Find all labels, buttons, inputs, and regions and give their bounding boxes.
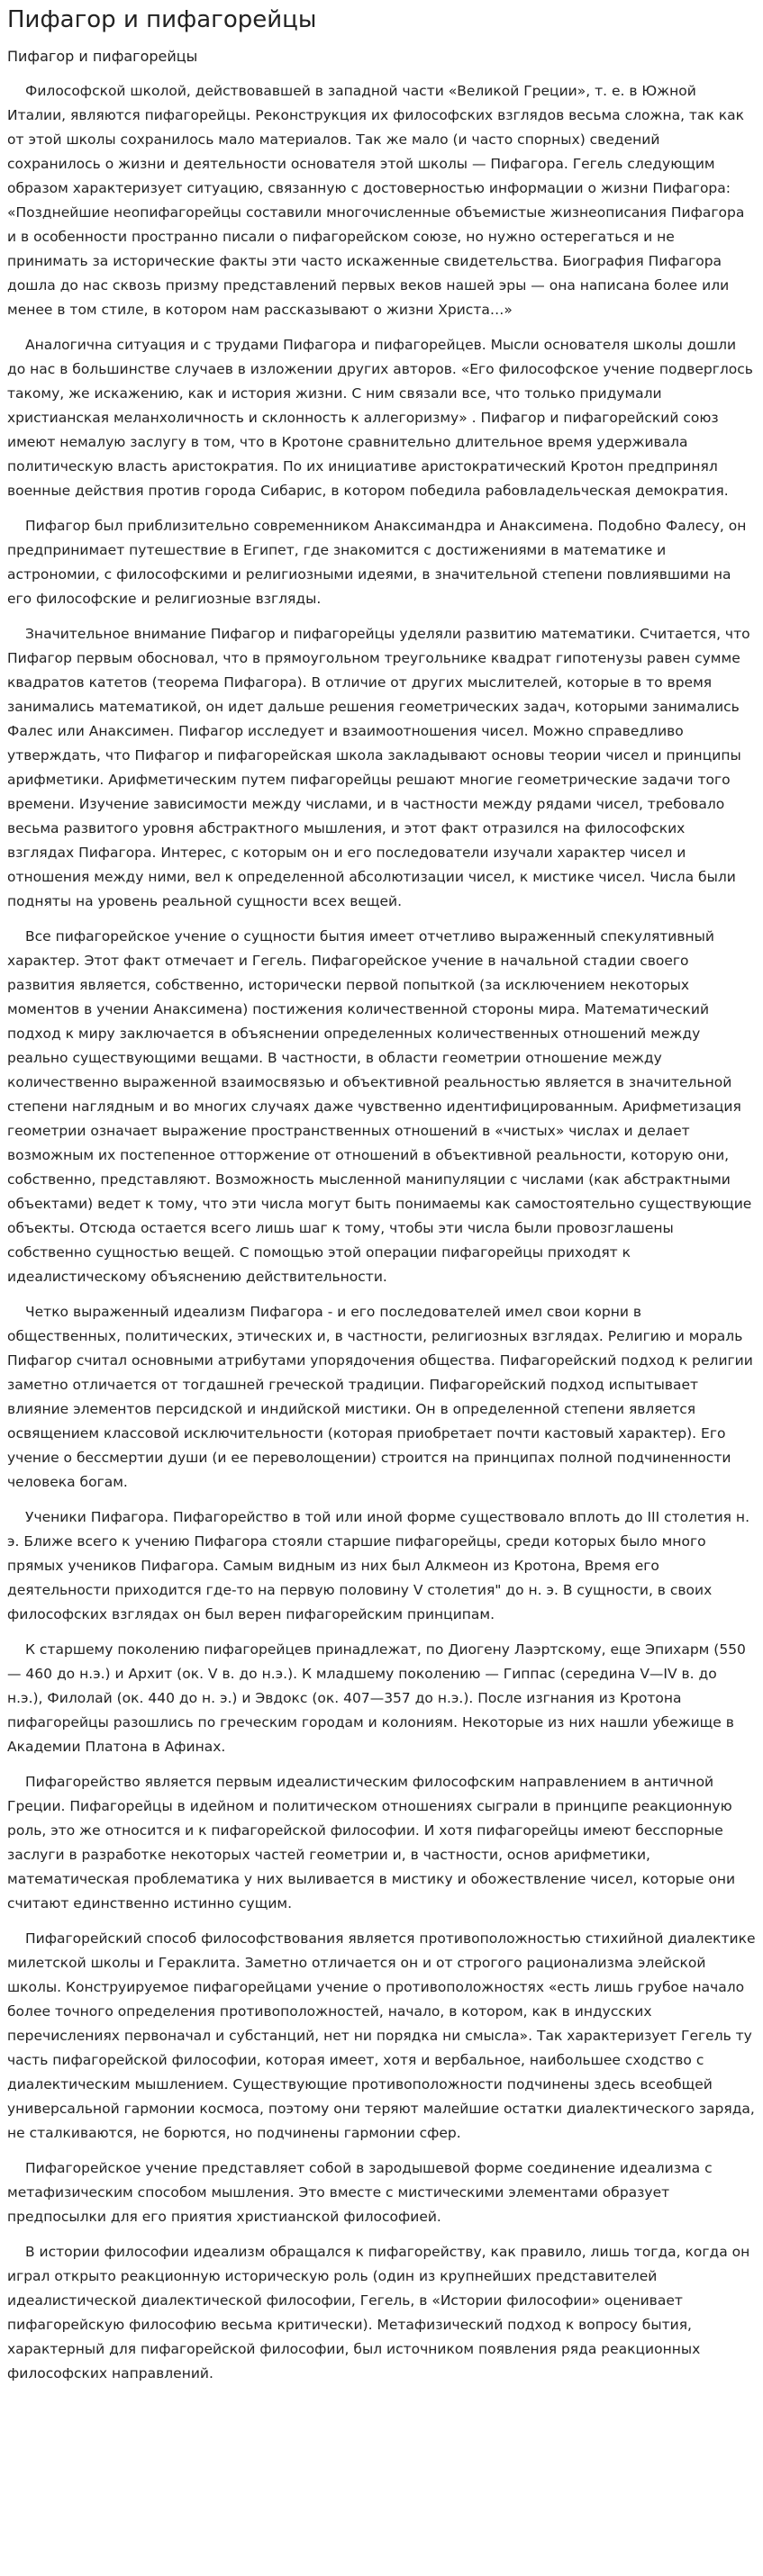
paragraph-8: К старшему поколению пифагорейцев принадлежат, по Диогену Лаэртскому, еще Эпихарм (550— 460 до н.э.) и Архит (ок. V в. до н.э.). К младшему поколению — Гиппас (середина V—IV в. до н.э.), Филолай (ок. 440 до н. э.) и Эвдокс (ок. 407—357 до н.э.). После изгнания из Кротона пифагорейцы разошлись по греческим городам и колониям. Некоторые из них нашли убежище в Академии Платона в Афинах. (7, 1641, 746, 1755)
page-title: Пифагор и пифагорейцы (7, 6, 317, 33)
paragraph-5: Все пифагорейское учение о сущности бытия имеет отчетливо выраженный спекулятивный характер. Этот факт отмечает и Гегель. Пифагорейское учение в начальной стадии своего развития является, собственно, исторически первой попыткой (за исключением некоторых моментов в учении Анаксимена) постижения количественной стороны мира. Математический подход к миру заключается в объяснении определенных количественных отношений между реально существующими вещами. В частности, в области геометрии отношение между количественно выраженной взаимосвязью и объективной реальностью является в значительной степени наглядным и во многих случаях даже чувственно идентифицированным. Арифметизация геометрии означает выражение пространственных отношений в «чистых» числах и делает возможным их постепенное отторжение от отношений в объективной реальности, которую они, собственно, представляют. Возможность мысленной манипуляции с числами (как абстрактными объектами) ведет к тому, что эти числа могут быть понимаемы как самостоятельно существующие объекты. Отсюда остается всего лишь шаг к тому, чтобы эти числа были провозглашены собственно сущностью вещей. С помощью этой операции пифагорейцы приходят к идеалистическому объяснению действительности. (7, 928, 752, 1285)
paragraph-4: Значительное внимание Пифагор и пифагорейцы уделяли развитию математики. Считается, что Пифагор первым обосновал, что в прямоугольном треугольнике квадрат гипотенузы равен сумме квадратов катетов (теорема Пифагора). В отличие от других мыслителей, которые в то время занимались математикой, он идет дальше решения геометрических задач, которыми занимались Фалес или Анаксимен. Пифагор исследует и взаимоотношения чисел. Можно справедливо утверждать, что Пифагор и пифагорейская школа закладывают основы теории чисел и принципы арифметики. Арифметическим путем пифагорейцы решают многие геометрические задачи того времени. Изучение зависимости между числами, и в частности между рядами чисел, требовало весьма развитого уровня абстрактного мышления, и этот факт отразился на философских взглядах Пифагора. Интерес, с которым он и его последователи изучали характер чисел и отношения между ними, вел к определенной абсолютизации чисел, к мистике чисел. Числа были подняты на уровень реальной сущности всех вещей. (7, 626, 750, 909)
paragraph-9: Пифагорейство является первым идеалистическим философским направлением в античной Греции. Пифагорейцы в идейном и политическом отношениях сыграли в принципе реакционную роль, это же относится и к пифагорейской философии. И хотя пифагорейцы имеют бесспорные заслуги в разработке некоторых частей геометрии и, в частности, основ арифметики, математическая проблематика у них выливается в мистику и обожествление чисел, которые они считают единственно истинно сущим. (7, 1774, 736, 1912)
paragraph-11: Пифагорейское учение представляет собой в зародышевой форме соединение идеализма с метафизическим способом мышления. Это вместе с мистическими элементами образует предпосылки для его приятия христианской философией. (7, 2160, 713, 2225)
page-subtitle: Пифагор и пифагорейцы (7, 48, 198, 65)
paragraph-3: Пифагор был приблизительно современником Анаксимандра и Анаксимена. Подобно Фалесу, он предпринимает путешествие в Египет, где знакомится с достижениями в математике и астрономии, с философскими и религиозными идеями, в значительной степени повлиявшими на его философские и религиозные взгляды. (7, 518, 747, 607)
paragraph-10: Пифагорейский способ философствования является противоположностью стихийной диалектике милетской школы и Гераклита. Заметно отличается он и от строгого рационализма элейской школы. Конструируемое пифагорейцами учение о противоположностях «есть лишь грубое начало более точного определения противоположностей, начало, в котором, как в индусских перечислениях первоначал и субстанций, нет ни порядка ни смысла». Так характеризует Гегель ту часть пифагорейской философии, которая имеет, хотя и вербальное, наибольшее сходство с диалектическим мышлением. Существующие противоположности подчинены здесь всеобщей универсальной гармонии космоса, поэтому они теряют малейшие остатки диалектического заряда, не сталкиваются, не борются, но подчинены гармонии сфер. (7, 1930, 756, 2141)
paragraph-12: В истории философии идеализм обращался к пифагорейству, как правило, лишь тогда, когда он играл открыто реакционную историческую роль (один из крупнейших представителей идеалистической диалектической философии, Гегель, в «Истории философии» оценивает пифагорейскую философию весьма критически). Метафизический подход к вопросу бытия, характерный для пифагорейской философии, был источником появления ряда реакционных философских направлений. (7, 2244, 750, 2382)
paragraph-2: Аналогична ситуация и с трудами Пифагора и пифагорейцев. Мысли основателя школы дошли до нас в большинстве случаев в изложении других авторов. «Его философское учение подверглось такому, же искажению, как и история жизни. С ним связали все, что только придумали христианская меланхоличность и склонность к аллегоризму» . Пифагор и пифагорейский союз имеют немалую заслугу в том, что в Кротоне сравнительно длительное время удерживала политическую власть аристократия. По их инициативе аристократический Кротон предпринял военные действия против города Сибарис, в котором победила рабовладельческая демократия. (7, 337, 753, 499)
paragraph-7: Ученики Пифагора. Пифагорейство в той или иной форме существовало вплоть до III столетия н. э. Ближе всего к учению Пифагора стояли старшие пифагорейцы, среди которых было много прямых учеников Пифагора. Самым видным из них был Алкмеон из Кротона, Время его деятельности приходится где-то на первую половину V столетия" до н. э. В сущности, в своих философских взглядах он был верен пифагорейским принципам. (7, 1509, 749, 1622)
paragraph-6: Четко выраженный идеализм Пифагора - и его последователей имел свои корни в общественных, политических, этических и, в частности, религиозных взглядах. Религию и мораль Пифагор считал основными атрибутами упорядочения общества. Пифагорейский подход к религии заметно отличается от тогдашней греческой традиции. Пифагорейский подход испытывает влияние элементов персидской и индийской мистики. Он в определенной степени является освящением классовой исключительности (которая приобретает почти кастовый характер). Его учение о бессмертии души (и ее переволощении) строится на принципах полной подчиненности человека богам. (7, 1304, 753, 1490)
paragraph-1: Философской школой, действовавшей в западной части «Великой Греции», т. е. в Южной Италии, являются пифагорейцы. Реконструкция их философских взглядов весьма сложна, так как от этой школы сохранилось мало материалов. Так же мало (и часто спорных) сведений сохранилось о жизни и деятельности основателя этой школы — Пифагора. Гегель следующим образом характеризует ситуацию, связанную с достоверностью информации о жизни Пифагора: «Позднейшие неопифагорейцы составили многочисленные объемистые жизнеописания Пифагора и в особенности пространно писали о пифагорейском союзе, но нужно остерегаться и не принимать за исторические факты эти часто искаженные свидетельства. Биография Пифагора дошла до нас сквозь призму представлений первых веков нашей эры — она написана более или менее в том стиле, в котором нам рассказывают о жизни Христа…» (7, 83, 745, 318)
article-body (7, 79, 756, 2386)
